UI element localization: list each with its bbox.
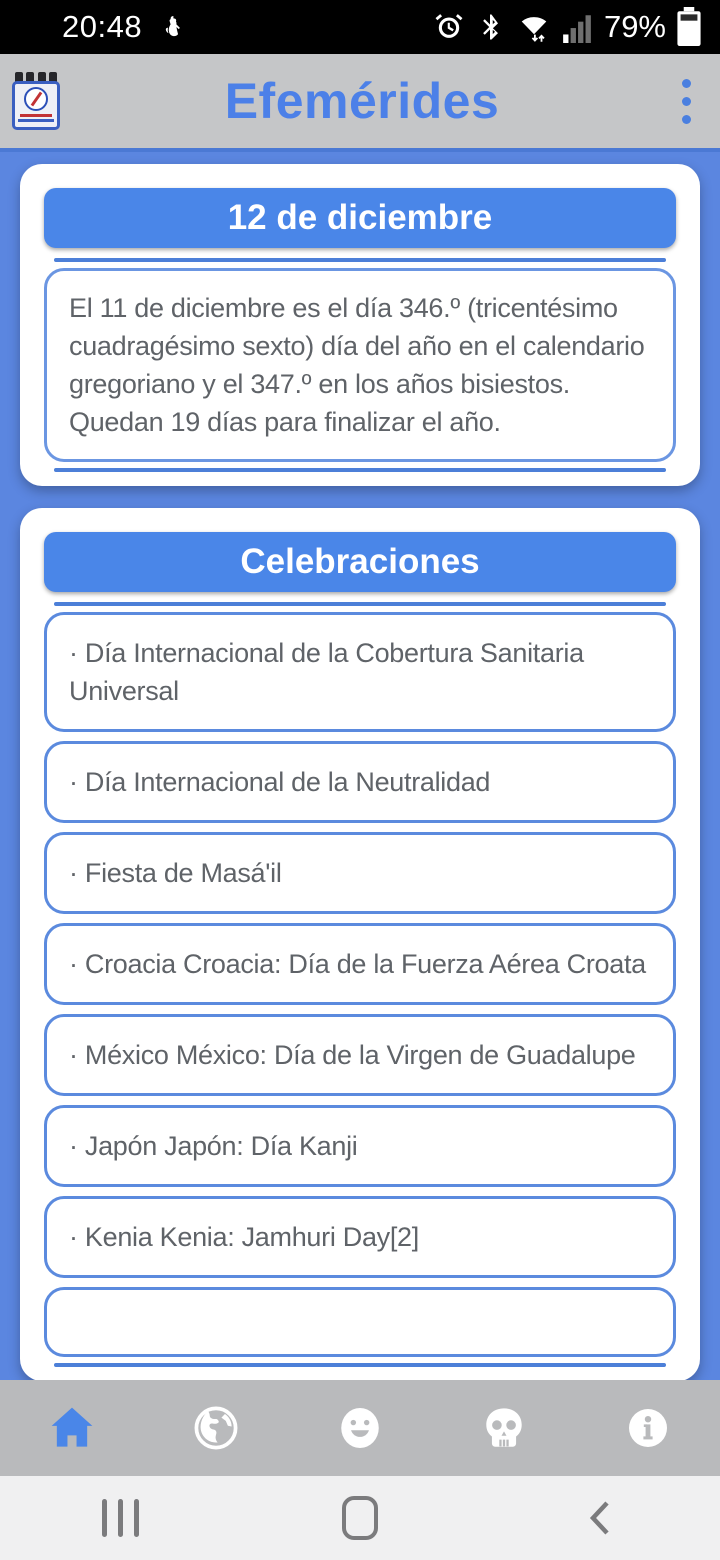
wifi-arrows-icon bbox=[516, 9, 552, 45]
nav-globe-button[interactable] bbox=[144, 1380, 288, 1476]
nav-info-button[interactable] bbox=[576, 1380, 720, 1476]
android-navigation-bar bbox=[0, 1476, 720, 1560]
celebrations-card bbox=[20, 508, 700, 1380]
celebrations-list bbox=[44, 612, 676, 1357]
list-item: · Día Internacional de la Neutralidad bbox=[44, 741, 676, 823]
status-figure-icon bbox=[158, 13, 186, 41]
home-square-icon bbox=[342, 1496, 378, 1540]
list-item: · Día Internacional de la Cobertura Sanitaria Universal bbox=[44, 612, 676, 732]
app-logo-icon bbox=[12, 72, 60, 130]
status-icons bbox=[432, 7, 702, 47]
recents-button[interactable] bbox=[0, 1476, 240, 1560]
alarm-icon bbox=[432, 10, 466, 44]
home-icon bbox=[46, 1402, 98, 1454]
recents-icon bbox=[102, 1499, 139, 1537]
date-card-group bbox=[44, 268, 676, 462]
celebrations-card-header: Celebraciones bbox=[44, 532, 676, 592]
content-scroll-area[interactable] bbox=[0, 148, 720, 1380]
app-header bbox=[0, 54, 720, 148]
nav-smiley-button[interactable] bbox=[288, 1380, 432, 1476]
date-card bbox=[20, 164, 700, 486]
back-chevron-icon bbox=[583, 1496, 617, 1540]
list-item: · Kenia Kenia: Jamhuri Day[2] bbox=[44, 1196, 676, 1278]
clock: 20:48 bbox=[62, 9, 143, 44]
list-item: · Fiesta de Masá'il bbox=[44, 832, 676, 914]
overflow-menu-icon[interactable] bbox=[664, 66, 708, 136]
battery-percent: 79% bbox=[603, 9, 666, 44]
nav-skull-button[interactable] bbox=[432, 1380, 576, 1476]
back-button[interactable] bbox=[480, 1476, 720, 1560]
bottom-nav bbox=[0, 1380, 720, 1476]
nav-home-button[interactable] bbox=[0, 1380, 144, 1476]
date-card-header: 12 de diciembre bbox=[44, 188, 676, 248]
list-item: · Japón Japón: Día Kanji bbox=[44, 1105, 676, 1187]
info-icon bbox=[624, 1404, 672, 1452]
bluetooth-icon bbox=[476, 10, 506, 44]
date-description-text: El 11 de diciembre es el día 346.º (tricentésimo cuadragésimo sexto) día del año en el calendario gregoriano y el 347.º en los años bisiestos. Quedan 19 días para finalizar el año. bbox=[44, 268, 676, 462]
list-item: · Croacia Croacia: Día de la Fuerza Aérea Croata bbox=[44, 923, 676, 1005]
smiley-icon bbox=[335, 1403, 385, 1453]
list-item-partial bbox=[44, 1287, 676, 1357]
page-title: Efemérides bbox=[224, 73, 500, 129]
android-home-button[interactable] bbox=[240, 1476, 480, 1560]
battery-icon bbox=[676, 7, 702, 47]
skull-icon bbox=[479, 1403, 529, 1453]
globe-icon bbox=[191, 1403, 241, 1453]
list-item: · México México: Día de la Virgen de Guadalupe bbox=[44, 1014, 676, 1096]
status-bar bbox=[0, 0, 720, 54]
signal-bars-icon bbox=[562, 11, 592, 43]
